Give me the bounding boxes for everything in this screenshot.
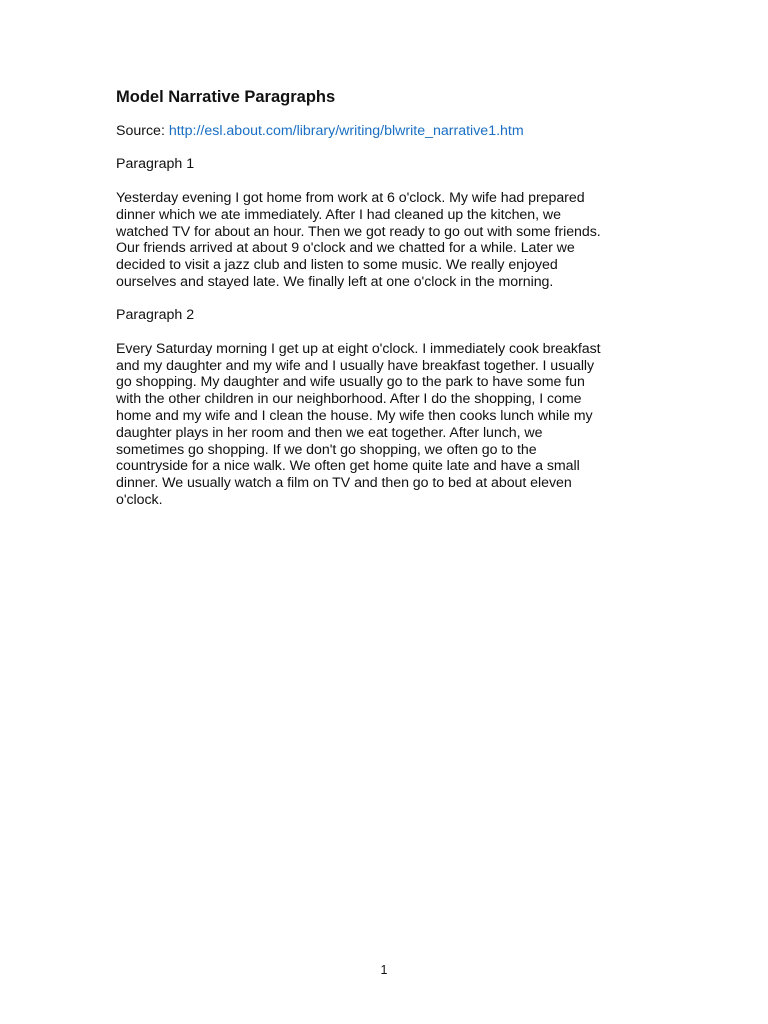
paragraph-2-line: sometimes go shopping. If we don't go shopping, we often go to the [116, 441, 537, 458]
paragraph-2-line: countryside for a nice walk. We often get home quite late and have a small [116, 458, 580, 475]
paragraph-1-heading: Paragraph 1 [116, 156, 195, 172]
source-line [116, 123, 656, 140]
paragraph-1-line: Our friends arrived at about 9 o'clock and we chatted for a while. Later we [116, 240, 575, 257]
paragraph-1-line: dinner which we ate immediately. After I had cleaned up the kitchen, we [116, 206, 561, 223]
paragraph-2-line: go shopping. My daughter and wife usually go to the park to have some fun [116, 374, 585, 391]
paragraph-1-line: decided to visit a jazz club and listen to some music. We really enjoyed [116, 257, 558, 274]
document-body [116, 86, 656, 509]
paragraph-2-line: with the other children in our neighborhood. After I do the shopping, I come [116, 391, 582, 408]
paragraph-2-line: and my daughter and my wife and I usually have breakfast together. I usually [116, 357, 595, 374]
page-number: 1 [380, 963, 388, 977]
paragraph-2-line: o'clock. [116, 491, 163, 508]
paragraph-2-line: home and my wife and I clean the house. My wife then cooks lunch while my [116, 407, 593, 424]
source-link[interactable]: http://esl.about.com/library/writing/blwrite_narrative1.htm [168, 123, 524, 139]
paragraph-2-text [116, 341, 656, 509]
document-title: Model Narrative Paragraphs [116, 88, 336, 106]
paragraph-2-line: Every Saturday morning I get up at eight o'clock. I immediately cook breakfast [116, 340, 601, 357]
paragraph-1-line: ourselves and stayed late. We finally left at one o'clock in the morning. [116, 273, 554, 290]
paragraph-2-line: daughter plays in her room and then we eat together. After lunch, we [116, 424, 543, 441]
paragraph-2-line: dinner. We usually watch a film on TV and then go to bed at about eleven [116, 475, 572, 492]
paragraph-1-text [116, 190, 656, 291]
paragraph-2-heading: Paragraph 2 [116, 306, 195, 323]
paragraph-1-line: watched TV for about an hour. Then we got ready to go out with some friends. [116, 223, 601, 240]
source-label: Source: [116, 123, 169, 139]
paragraph-1-line: Yesterday evening I got home from work at 6 o'clock. My wife had prepared [116, 190, 585, 206]
